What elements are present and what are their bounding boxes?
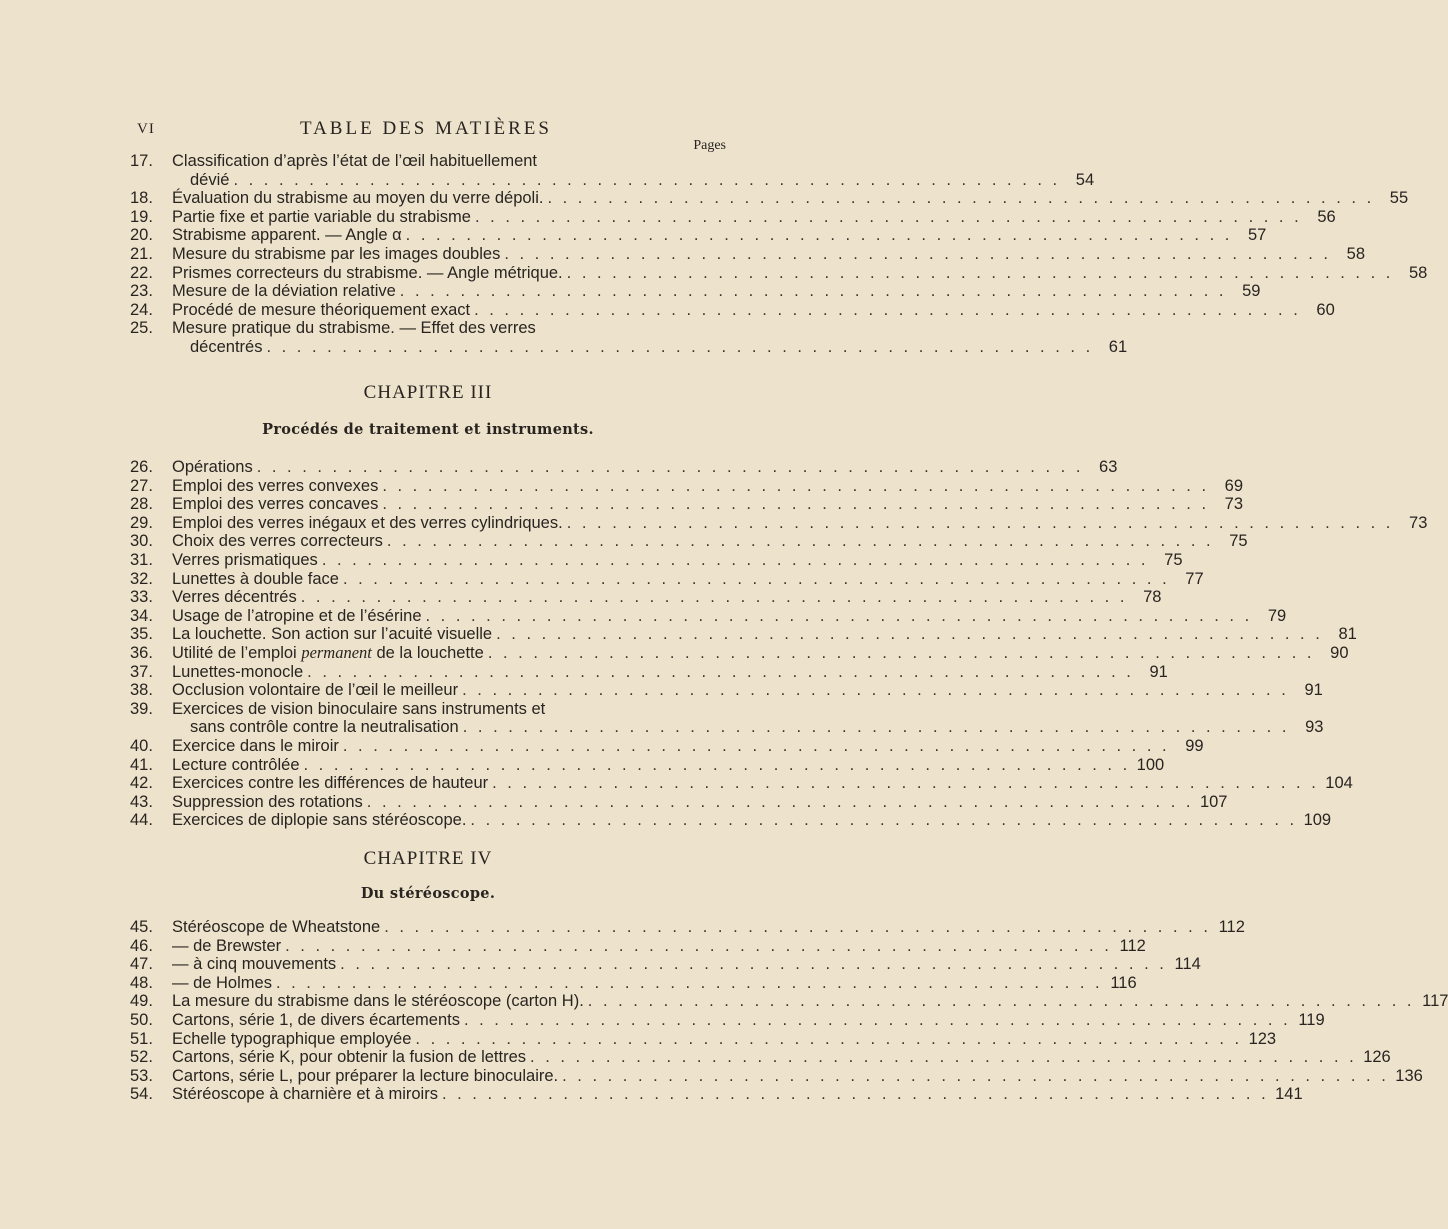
entry-page-number: 126 [1363,1048,1391,1067]
toc-entry [130,1048,1391,1067]
toc-entry-line [130,170,1095,190]
toc-entry [130,662,1168,682]
entry-page-number: 61 [1108,337,1128,356]
chapter-3-block [130,380,1428,830]
entry-page-number: 99 [1185,736,1204,755]
entry-page-number: 54 [1075,170,1095,189]
leader-dots: . . . . . . . . . . . . . . . . . . . . . . . . . . . . . . . . . . . . . . . . . . . . . . . . . . . . . . . [405,226,1233,245]
entry-number: 37. [130,662,153,681]
entry-number: 42. [130,774,153,793]
entry-title: Strabisme apparent. — Angle α [172,226,402,245]
leader-dots: . . . . . . . . . . . . . . . . . . . . . . . . . . . . . . . . . . . . . . . . . . . . . . . . . . . . . . . [307,662,1134,681]
entry-page-number: 55 [1389,189,1409,208]
entry-page-number: 56 [1317,207,1336,226]
entry-title: — de Brewster [172,936,282,955]
entry-title: Emploi des verres inégaux et des verres cylindriques. [172,513,563,532]
toc-entry [130,792,1228,812]
entry-number: 24. [130,300,153,319]
entry-page-number: 75 [1229,532,1248,551]
entry-page-number: 91 [1304,681,1323,700]
chapter-4-subtitle: Du stéréoscope. [360,885,496,902]
leader-dots: . . . . . . . . . . . . . . . . . . . . . . . . . . . . . . . . . . . . . . . . . . . . . . . . . . . . . . . [441,1085,1269,1104]
entry-title: Cartons, série L, pour préparer la lecture binoculaire. [172,1066,559,1085]
toc-entry [130,476,1244,496]
entry-number: 19. [130,207,153,226]
entry-number: 22. [130,263,153,282]
toc-entry [130,282,1261,301]
entry-title: Emploi des verres concaves [172,495,379,514]
chapter-4-entries [130,918,1448,1104]
entry-page-number: 73 [1224,495,1244,514]
entry-title: Mesure de la déviation relative [172,282,396,301]
entry-title: Stéréoscope de Wheatstone [172,918,381,936]
leader-dots: . . . . . . . . . . . . . . . . . . . . . . . . . . . . . . . . . . . . . . . . . . . . . . . . . . . . . . . [399,282,1227,301]
toc-entry [130,699,1324,737]
entry-title: Cartons, série 1, de divers écartements [172,1010,460,1029]
leader-dots: . . . . . . . . . . . . . . . . . . . . . . . . . . . . . . . . . . . . . . . . . . . . . . . . . . . . . . . [382,495,1210,514]
leader-dots: . . . . . . . . . . . . . . . . . . . . . . . . . . . . . . . . . . . . . . . . . . . . . . . . . . . . . . . [340,955,1167,974]
entry-number: 18. [130,189,153,208]
entry-number: 43. [130,792,153,811]
toc-entry [130,263,1428,283]
toc-entry [130,642,1349,663]
entry-number: 48. [130,973,153,992]
leader-dots: . . . . . . . . . . . . . . . . . . . . . . . . . . . . . . . . . . . . . . . . . . . . . . . . . . . . . . . [487,643,1315,662]
entry-number: 30. [130,532,153,551]
entry-title: Stéréoscope à charnière et à miroirs [172,1085,438,1104]
entry-title: Exercice dans le miroir [172,736,339,755]
entry-number: 47. [130,955,153,974]
entry-page-number: 119 [1298,1010,1325,1029]
leader-dots: . . . . . . . . . . . . . . . . . . . . . . . . . . . . . . . . . . . . . . . . . . . . . . . . . . . . . . . [474,300,1301,319]
entry-title: Echelle typographique employée [172,1029,412,1048]
entry-title: Lunettes à double face [172,569,339,588]
toc-entry [130,244,1366,264]
entry-title: Exercices contre les différences de hauteur [172,774,489,793]
entry-number: 50. [130,1010,153,1029]
entry-title: Cartons, série K, pour obtenir la fusion de lettres [172,1048,527,1067]
toc-entry [130,1085,1303,1104]
toc-entry [130,569,1204,589]
leader-dots: . . . . . . . . . . . . . . . . . . . . . . . . . . . . . . . . . . . . . . . . . . . . . . . . . . . . . . . [463,1010,1291,1029]
toc-entry-line [130,337,1128,357]
entry-number: 32. [130,569,153,588]
entry-number: 33. [130,588,153,607]
entry-number: 35. [130,625,153,644]
entry-title: Exercices de vision binoculaire sans instruments et [172,699,546,718]
entry-number: 54. [130,1085,153,1104]
entry-page-number: 59 [1242,282,1261,301]
entry-page-number: 136 [1395,1066,1423,1085]
leader-dots: . . . . . . . . . . . . . . . . . . . . . . . . . . . . . . . . . . . . . . . . . . . . . . . . . . . . . . . [566,513,1394,532]
entry-page-number: 109 [1303,811,1332,830]
toc-entry [130,755,1165,775]
leader-dots: . . . . . . . . . . . . . . . . . . . . . . . . . . . . . . . . . . . . . . . . . . . . . . . . . . . . . . . [366,792,1194,811]
entry-page-number: 79 [1267,606,1287,625]
entry-number: 23. [130,282,153,301]
leader-dots: . . . . . . . . . . . . . . . . . . . . . . . . . . . . . . . . . . . . . . . . . . . . . . . . . . . . . . . [562,1066,1389,1085]
toc-entry [130,319,1128,356]
entry-title: Opérations [172,458,253,476]
entry-number: 51. [130,1029,153,1048]
leader-dots: . . . . . . . . . . . . . . . . . . . . . . . . . . . . . . . . . . . . . . . . . . . . . . . . . . . . . . . [266,337,1094,356]
leader-dots: . . . . . . . . . . . . . . . . . . . . . . . . . . . . . . . . . . . . . . . . . . . . . . . . . . . . . . . [587,992,1415,1011]
toc-entry-line [130,319,726,338]
entry-page-number: 104 [1325,774,1353,793]
entry-number: 20. [130,226,153,245]
leader-dots: . . . . . . . . . . . . . . . . . . . . . . . . . . . . . . . . . . . . . . . . . . . . . . . . . . . . . . . [233,170,1061,189]
leader-dots: . . . . . . . . . . . . . . . . . . . . . . . . . . . . . . . . . . . . . . . . . . . . . . . . . . . . . . . [300,588,1128,607]
entry-number: 41. [130,755,153,774]
entry-page-number: 57 [1248,226,1267,245]
toc-entry [130,811,1332,830]
toc-entry [130,992,1448,1011]
chapter-3-heading: CHAPITRE III [363,382,493,403]
leader-dots: . . . . . . . . . . . . . . . . . . . . . . . . . . . . . . . . . . . . . . . . . . . . . . . . . . . . . . . [566,263,1394,282]
leader-dots: . . . . . . . . . . . . . . . . . . . . . . . . . . . . . . . . . . . . . . . . . . . . . . . . . . . . . . . [425,606,1253,625]
entry-page-number: 81 [1338,625,1357,644]
entry-number: 38. [130,681,153,700]
entry-title: Lecture contrôlée [172,755,300,774]
toc-entry [130,550,1183,570]
entry-number: 36. [130,643,153,662]
chapter-4-block [130,846,1448,1104]
entry-page-number: 117 [1422,992,1448,1011]
entry-page-number: 58 [1408,263,1428,282]
toc-entry-line [130,718,1324,737]
entry-number: 52. [130,1048,153,1067]
entry-number: 34. [130,606,153,625]
toc-section-strabisme [130,152,1428,357]
toc-entry [130,774,1353,793]
entry-title: Mesure pratique du strabisme. — Effet des verres [172,319,536,338]
entry-page-number: 107 [1199,792,1228,811]
leader-dots: . . . . . . . . . . . . . . . . . . . . . . . . . . . . . . . . . . . . . . . . . . . . . . . . . . . . . . . [384,918,1211,936]
entry-title: La mesure du strabisme dans le stéréoscope (carton H). [172,992,584,1011]
entry-number: 28. [130,495,153,514]
entry-page-number: 60 [1316,300,1335,319]
leader-dots: . . . . . . . . . . . . . . . . . . . . . . . . . . . . . . . . . . . . . . . . . . . . . . . . . . . . . . . [321,550,1149,569]
entry-page-number: 114 [1174,955,1201,974]
leader-dots: . . . . . . . . . . . . . . . . . . . . . . . . . . . . . . . . . . . . . . . . . . . . . . . . . . . . . . . [386,532,1214,551]
entry-title: Procédé de mesure théoriquement exact [172,300,471,319]
entry-page-number: 112 [1218,918,1245,936]
toc-entry [130,736,1204,756]
entry-title: Mesure du strabisme par les images doubles [172,244,501,263]
toc-entry [130,458,1118,477]
entry-title: — de Holmes [172,973,272,992]
entry-number: 17. [130,152,153,170]
chapter-3-subtitle: Procédés de traitement et instruments. [262,421,594,438]
toc-entry [130,1029,1277,1049]
leader-dots: . . . . . . . . . . . . . . . . . . . . . . . . . . . . . . . . . . . . . . . . . . . . . . . . . . . . . . . [474,207,1302,226]
entry-title [172,644,484,663]
toc-entry [130,226,1267,245]
entry-title-continued: sans contrôle contre la neutralisation [190,718,459,737]
entry-title: Emploi des verres convexes [172,476,379,495]
leader-dots: . . . . . . . . . . . . . . . . . . . . . . . . . . . . . . . . . . . . . . . . . . . . . . . . . . . . . . . [275,973,1103,992]
leader-dots: . . . . . . . . . . . . . . . . . . . . . . . . . . . . . . . . . . . . . . . . . . . . . . . . . . . . . . . [285,936,1112,955]
entry-page-number: 77 [1185,569,1204,588]
toc-entry [130,955,1201,974]
entry-title: Exercices de diplopie sans stéréoscope. [172,811,467,830]
running-title: TABLE DES MATIÈRES [300,118,552,139]
leader-dots: . . . . . . . . . . . . . . . . . . . . . . . . . . . . . . . . . . . . . . . . . . . . . . . . . . . . . . . [496,625,1323,644]
entry-title: Verres prismatiques [172,550,318,569]
entry-number: 40. [130,736,153,755]
toc-entry [130,681,1323,700]
entry-page-number: 93 [1305,718,1324,737]
entry-page-number: 141 [1275,1085,1303,1104]
entry-title-continued: décentrés [190,337,263,356]
leader-dots: . . . . . . . . . . . . . . . . . . . . . . . . . . . . . . . . . . . . . . . . . . . . . . . . . . . . . . . [462,681,1289,700]
entry-page-number: 63 [1099,458,1118,476]
entry-title-emphasis: permanent [301,642,372,662]
toc-entry [130,606,1287,626]
toc-entry [130,300,1335,320]
toc-entry [130,588,1162,607]
entry-page-number: 69 [1224,476,1244,495]
entry-number: 27. [130,476,153,495]
entry-page-number: 91 [1149,662,1168,681]
entry-number: 25. [130,319,153,338]
leader-dots: . . . . . . . . . . . . . . . . . . . . . . . . . . . . . . . . . . . . . . . . . . . . . . . . . . . . . . . [342,736,1170,755]
entry-title: La louchette. Son action sur l’acuité visuelle [172,625,493,644]
entry-title: Choix des verres correcteurs [172,532,383,551]
toc-entry [130,1010,1325,1030]
entry-title: Suppression des rotations [172,792,363,811]
entry-page-number: 78 [1143,588,1162,607]
entry-page-number: 73 [1409,513,1428,532]
entry-number: 44. [130,811,153,830]
entry-title: Évaluation du strabisme au moyen du verre dépoli. [172,189,544,208]
entry-number: 45. [130,918,153,936]
entry-number: 46. [130,936,153,955]
toc-entry [130,918,1245,937]
entry-title: Classification d’après l’état de l’œil habituellement [172,152,538,170]
toc-entry [130,973,1137,993]
entry-title-continued: dévié [190,170,230,189]
leader-dots: . . . . . . . . . . . . . . . . . . . . . . . . . . . . . . . . . . . . . . . . . . . . . . . . . . . . . . . [256,458,1084,476]
toc-entry [130,495,1244,514]
entry-title: Verres décentrés [172,588,297,607]
entry-number: 53. [130,1066,153,1085]
entry-page-number: 116 [1110,973,1137,992]
entry-page-number: 112 [1119,936,1146,955]
entry-title-part: de la louchette [371,643,484,662]
entry-number: 21. [130,244,153,263]
leader-dots: . . . . . . . . . . . . . . . . . . . . . . . . . . . . . . . . . . . . . . . . . . . . . . . . . . . . . . . [382,476,1210,495]
chapter-4-heading: CHAPITRE IV [363,848,493,869]
chapter-3-entries [130,458,1428,830]
entry-number: 31. [130,550,153,569]
toc-entry-line [130,152,726,171]
leader-dots: . . . . . . . . . . . . . . . . . . . . . . . . . . . . . . . . . . . . . . . . . . . . . . . . . . . . . . . [415,1029,1243,1048]
entry-page-number: 90 [1330,643,1349,662]
entry-title: Partie fixe et partie variable du strabisme [172,207,471,226]
entry-number: 39. [130,699,153,718]
leader-dots: . . . . . . . . . . . . . . . . . . . . . . . . . . . . . . . . . . . . . . . . . . . . . . . . . . . . . . . [342,569,1170,588]
entry-number: 26. [130,458,153,476]
entry-page-number: 75 [1164,550,1183,569]
page-number: VI [137,121,155,137]
leader-dots: . . . . . . . . . . . . . . . . . . . . . . . . . . . . . . . . . . . . . . . . . . . . . . . . . . . . . . . [462,718,1290,737]
toc-entry [130,189,1409,208]
toc-entry [130,532,1248,551]
leader-dots: . . . . . . . . . . . . . . . . . . . . . . . . . . . . . . . . . . . . . . . . . . . . . . . . . . . . . . . [547,189,1375,208]
leader-dots: . . . . . . . . . . . . . . . . . . . . . . . . . . . . . . . . . . . . . . . . . . . . . . . . . . . . . . . [504,244,1332,263]
toc-entry [130,1066,1423,1086]
entry-title-part: Utilité de l’emploi [172,643,302,662]
toc-entry [130,513,1428,533]
leader-dots: . . . . . . . . . . . . . . . . . . . . . . . . . . . . . . . . . . . . . . . . . . . . . . . . . . . . . . . [492,774,1319,793]
leader-dots: . . . . . . . . . . . . . . . . . . . . . . . . . . . . . . . . . . . . . . . . . . . . . . . . . . . . . . . [303,755,1131,774]
toc-entry [130,207,1336,227]
entry-title: Lunettes-monocle [172,662,304,681]
entry-page-number: 58 [1346,244,1366,263]
entry-title: Usage de l’atropine et de l’ésérine [172,606,422,625]
entry-title: Prismes correcteurs du strabisme. — Angle métrique. [172,263,563,282]
leader-dots: . . . . . . . . . . . . . . . . . . . . . . . . . . . . . . . . . . . . . . . . . . . . . . . . . . . . . . . [470,811,1298,830]
entry-number: 29. [130,513,153,532]
entry-number: 49. [130,992,153,1011]
entry-title: Occlusion volontaire de l’œil le meilleur [172,681,459,700]
toc-entry-line [130,700,726,719]
leader-dots: . . . . . . . . . . . . . . . . . . . . . . . . . . . . . . . . . . . . . . . . . . . . . . . . . . . . . . . [530,1048,1357,1067]
toc-entry [130,625,1357,644]
entry-page-number: 100 [1136,755,1165,774]
entry-page-number: 123 [1248,1029,1277,1048]
toc-entry [130,152,1095,189]
toc-entry [130,936,1146,956]
entry-title: — à cinq mouvements [172,955,337,974]
pages-column-label: Pages [693,138,726,153]
